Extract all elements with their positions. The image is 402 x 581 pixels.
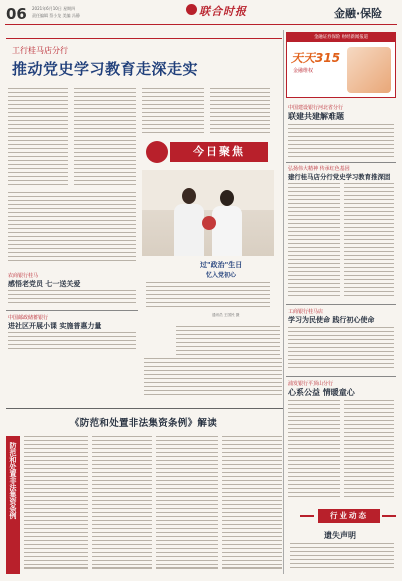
right-1-body	[288, 124, 394, 160]
right-divider-1	[286, 162, 396, 163]
today-focus-badge	[142, 140, 270, 164]
lost-notice	[288, 530, 396, 574]
ad-brand: 金融证券保险 财经新闻报道	[287, 33, 395, 42]
right-4-title: 心系公益 情暖童心	[288, 388, 355, 397]
bottom-title: 《防范和处置非法集资条例》解读	[70, 418, 218, 429]
photo-backdrop	[142, 170, 274, 210]
left-small-1-title: 感悟老党员 七一送关爱	[8, 280, 81, 288]
lead-body-col-1b	[8, 192, 136, 266]
right-article-1	[286, 104, 396, 160]
right-4-kicker: 浦发银行平顶山分行	[288, 381, 334, 387]
notice-title: 遗失声明	[324, 531, 356, 540]
lead-body-col-1	[8, 88, 68, 188]
ad-figure	[347, 47, 391, 93]
right-2-body	[288, 183, 340, 299]
notice-body	[290, 543, 394, 573]
caption-title: 过"政治"生日	[200, 261, 243, 269]
lead-body-col-3	[142, 88, 204, 134]
bottom-col-4	[222, 436, 282, 574]
right-article-4	[286, 380, 396, 502]
ad-box	[286, 32, 396, 98]
caption-credit: 通讯员 王国民 摄	[212, 313, 240, 317]
caption-subtitle: 忆入党初心	[206, 272, 237, 279]
middle-body-block	[144, 358, 282, 398]
right-article-3	[286, 308, 396, 374]
right-3-body	[288, 327, 394, 373]
lead-photo	[142, 170, 274, 256]
right-article-2	[286, 165, 396, 301]
section-label: 行业动态	[318, 509, 380, 523]
lead-kicker: 工行桂马店分行	[12, 46, 68, 55]
bottom-col-1	[24, 436, 88, 574]
left-small-2-kicker: 中国邮政储蓄银行	[8, 315, 49, 321]
right-4-body-b	[344, 400, 394, 500]
lead-body-col-4	[210, 88, 270, 134]
right-divider-3	[286, 376, 396, 377]
right-1-title: 联建共建解难题	[288, 112, 344, 121]
right-2-kicker: 弘扬伟大精神 传承红色基因	[288, 166, 350, 172]
person-right-body	[212, 206, 242, 256]
right-2-body-b	[344, 183, 394, 299]
lead-title: 推动党史学习教育走深走实	[12, 60, 199, 78]
right-3-kicker: 工商银行桂马店	[288, 309, 324, 315]
person-right-head	[220, 190, 234, 206]
left-small-1	[6, 272, 138, 306]
lead-body-col-2	[74, 88, 136, 188]
flower-bouquet	[202, 216, 216, 230]
left-small-1-kicker: 农商银行桂马	[8, 273, 39, 279]
left-small-1-body	[8, 290, 136, 306]
label-bar-right	[382, 515, 396, 517]
left-divider-1	[6, 310, 138, 311]
industry-news-label	[300, 508, 396, 524]
ad-slogan: 天天315	[291, 51, 341, 65]
section-title: 金融·保险	[334, 7, 383, 20]
col-separator-right	[283, 30, 284, 574]
editor-line: 责任编辑 蔡小龙 美编 冯静	[32, 13, 80, 18]
bottom-rule	[6, 408, 284, 409]
focus-label: 今日聚焦	[170, 142, 268, 162]
photo-caption-block	[142, 258, 274, 322]
left-small-2	[6, 314, 138, 354]
person-left-body	[174, 204, 204, 256]
page-number: 06	[6, 5, 27, 23]
ad-tag: 金融维权	[293, 68, 314, 74]
paper-emblem-icon	[186, 4, 197, 15]
right-3-title: 学习为民使命 践行初心使命	[288, 316, 375, 324]
right-4-body	[288, 400, 340, 500]
right-1-kicker: 中国建设银行河北省分行	[288, 105, 344, 111]
left-small-2-title: 进社区开展小课 实施普惠力量	[8, 322, 102, 330]
caption-text	[146, 282, 270, 312]
right-2-title: 建行桂马店分行党史学习教育推深固	[288, 173, 391, 181]
left-small-2-body	[8, 332, 136, 352]
focus-seal-icon	[146, 141, 168, 163]
date-line: 2021年6月10日 星期四	[32, 6, 76, 11]
bottom-col-2	[92, 436, 152, 574]
label-bar-left	[300, 515, 314, 517]
bottom-col-3	[156, 436, 218, 574]
person-left-head	[182, 188, 196, 204]
vertical-banner	[6, 436, 20, 574]
right-divider-2	[286, 304, 396, 305]
masthead-rule	[5, 24, 397, 25]
lead-header	[6, 38, 282, 92]
paper-name: 联合时报	[199, 5, 247, 18]
vertical-banner-text: 防范和处置非法集资条例	[9, 442, 17, 519]
